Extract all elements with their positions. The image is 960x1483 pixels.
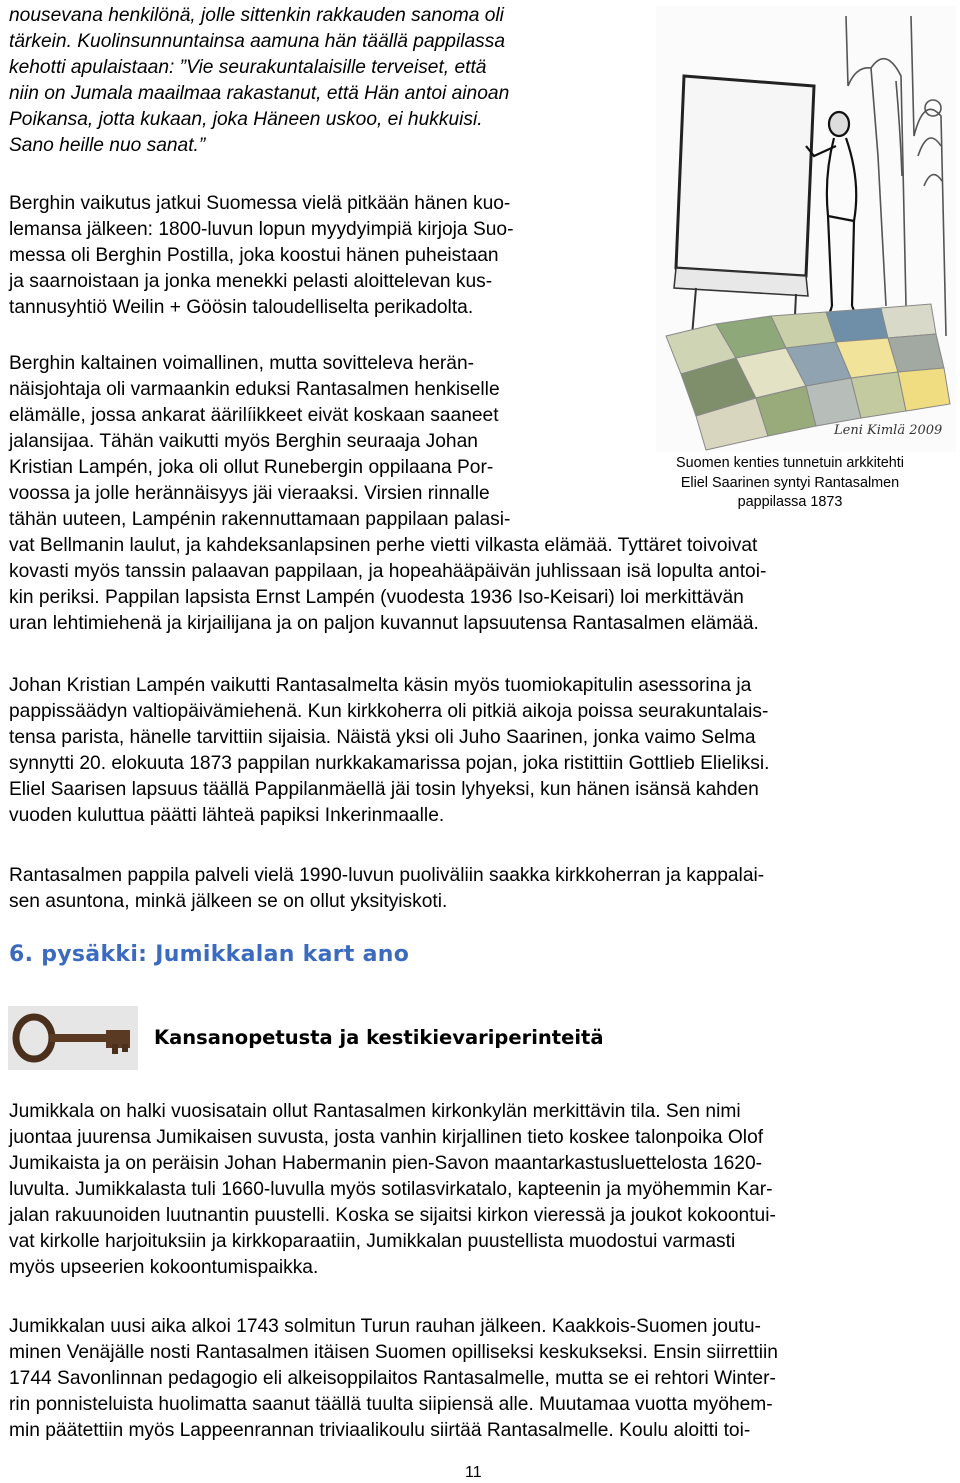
section-subheading: Kansanopetusta ja kestikievariperinteitä	[154, 1026, 604, 1049]
quote-line: tärkein. Kuolinsunnuntainsa aamuna hän täällä pappilassa	[9, 31, 506, 52]
caption-line: pappilassa 1873	[737, 494, 843, 510]
text-line: kin periksi. Pappilan lapsista Ernst Lampén (vuodesta 1936 Iso-Keisari) loi merkittävän	[9, 587, 744, 608]
text-line: vuoden kuluttua päätti lähteä papiksi Inkerinmaalle.	[9, 805, 445, 826]
caption-line: Eliel Saarinen syntyi Rantasalmen	[680, 474, 900, 491]
text-line: näisjohtaja oli varmaankin eduksi Rantasalmen henkiselle	[9, 379, 500, 400]
text-line: juontaa juurensa Jumikaisen suvusta, josta vanhin kirjallinen tieto koskee talonpoika Olof	[9, 1127, 764, 1148]
caption-line: Suomen kenties tunnetuin arkkitehti	[676, 455, 904, 471]
illustration-signature: Leni Kimlä 2009	[834, 423, 943, 438]
text-line: jalansijaa. Tähän vaikutti myös Berghin seuraaja Johan	[9, 431, 478, 452]
quote-line: kehotti apulaistaan: ”Vie seurakuntalaisille terveiset, että	[9, 57, 487, 78]
text-line: rin ponnisteluista huolimatta saanut täällä tuulta siipiensä alle. Muutamaa vuotta myöhem-	[9, 1394, 773, 1415]
text-line: luvulta. Jumikkalasta tuli 1660-luvulla myös sotilasvirkatalo, kapteenin ja myöhemmin Kar-	[9, 1179, 773, 1200]
architect-sketch	[656, 6, 956, 452]
text-line: Jumikaista ja on peräisin Johan Habermanin pien-Savon maantarkastusluettelosta 1620-	[9, 1153, 763, 1174]
text-line: vat Bellmanin laulut, ja kahdeksanlapsinen perhe vietti vilkasta elämää. Tyttäret toivoivat	[9, 535, 758, 556]
text-line: Johan Kristian Lampén vaikutti Rantasalmelta käsin myös tuomiokapitulin asessorina ja	[9, 675, 752, 696]
text-line: Eliel Saarisen lapsuus täällä Pappilanmäellä jäi tosin lyhyeksi, kun hänen isänsä kahden	[9, 779, 759, 800]
section-heading: 6. pysäkki: Jumikkalan kart ano	[9, 942, 410, 967]
text-line: vat kirkolle harjoituksiin ja kirkkoparaatiin, Jumikkalan puustellista muodostui varmasti	[9, 1231, 736, 1252]
text-line: tannusyhtiö Weilin + Göösin taloudelliselta perikadolta.	[9, 297, 474, 318]
architect-illustration	[656, 6, 956, 452]
quote-line: Sano heille nuo sanat.”	[9, 135, 206, 156]
text-line: sen asuntona, minkä jälkeen se on ollut yksityiskoti.	[9, 891, 448, 912]
quote-line: niin on Jumala maailmaa rakastanut, että Hän antoi ainoan	[9, 83, 510, 104]
text-line: tähän uuteen, Lampénin rakennuttamaan pappilaan palasi-	[9, 509, 511, 530]
text-line: uran lehtimiehenä ja kirjailijana ja on paljon kuvannut lapsuutensa Rantasalmen elämää.	[9, 613, 759, 634]
text-line: Kristian Lampén, joka oli ollut Runebergin oppilaana Por-	[9, 457, 494, 478]
text-line: min päätettiin myös Lappeenrannan triviaalikoulu siirtää Rantasalmelle. Koulu aloitti toi-	[9, 1420, 751, 1441]
text-line: voossa ja jolle herännäisyys jäi vieraaksi. Virsien rinnalle	[9, 483, 490, 504]
quote-line: nousevana henkilönä, jolle sittenkin rakkauden sanoma oli	[9, 5, 504, 26]
text-line: kovasti myös tanssin palaavan pappilaan, ja hopeahääpäivän juhlissaan isä lopulta antoi-	[9, 561, 767, 582]
text-line: minen Venäjälle nosti Rantasalmen itäisen Suomen opilliseksi keskukseksi. Ensin siirrettiin	[9, 1342, 778, 1363]
text-line: Rantasalmen pappila palveli vielä 1990-luvun puoliväliin saakka kirkkoherran ja kappalai-	[9, 865, 765, 886]
text-line: Jumikkala on halki vuosisatain ollut Rantasalmen kirkonkylän merkittävin tila. Sen nimi	[9, 1101, 741, 1122]
text-line: messa oli Berghin Postilla, joka koostui hänen puheistaan	[9, 245, 499, 266]
text-line: Berghin kaltainen voimallinen, mutta sovitteleva herän-	[9, 353, 475, 374]
page-number: 11	[465, 1464, 482, 1481]
text-line: Jumikkalan uusi aika alkoi 1743 solmitun Turun rauhan jälkeen. Kaakkois-Suomen joutu-	[9, 1316, 761, 1337]
text-line: ja saarnoistaan ja jonka menekki pelasti aloittelevan kus-	[9, 271, 493, 292]
text-line: lemansa jälkeen: 1800-luvun lopun myydyimpiä kirjoja Suo-	[9, 219, 514, 240]
text-line: Berghin vaikutus jatkui Suomessa vielä pitkään hänen kuo-	[9, 193, 511, 214]
text-line: pappissäädyn valtiopäivämiehenä. Kun kirkkoherra oli pitkiä aikoja poissa seurakuntalais-	[9, 701, 769, 722]
text-line: 1744 Savonlinnan pedagogio eli alkeisoppilaitos Rantasalmelle, mutta se ei rehtori Winter-	[9, 1368, 776, 1389]
quote-line: Poikansa, jotta kukaan, joka Häneen uskoo, ei hukkuisi.	[9, 109, 483, 130]
text-line: tensa parista, hänelle tarvittiin sijaisia. Näistä yksi oli Juho Saarinen, jonka vaimo Selma	[9, 727, 756, 748]
illustration-caption	[640, 454, 940, 513]
key-icon	[8, 1006, 138, 1070]
text-line: synnytti 20. elokuuta 1873 pappilan nurkkakamarissa pojan, joka ristittiin Gottlieb Elieliksi.	[9, 753, 770, 774]
text-line: elämälle, jossa ankarat äärilíikkeet eivät koskaan saaneet	[9, 405, 499, 426]
key-image	[8, 1006, 138, 1070]
text-line: jalan rakuunoiden luutnantin puustelli. Koska se sijaitsi kirkon vieressä ja joukot kokoontui-	[9, 1205, 776, 1226]
text-line: myös upseerien kokoontumispaikka.	[9, 1257, 319, 1278]
